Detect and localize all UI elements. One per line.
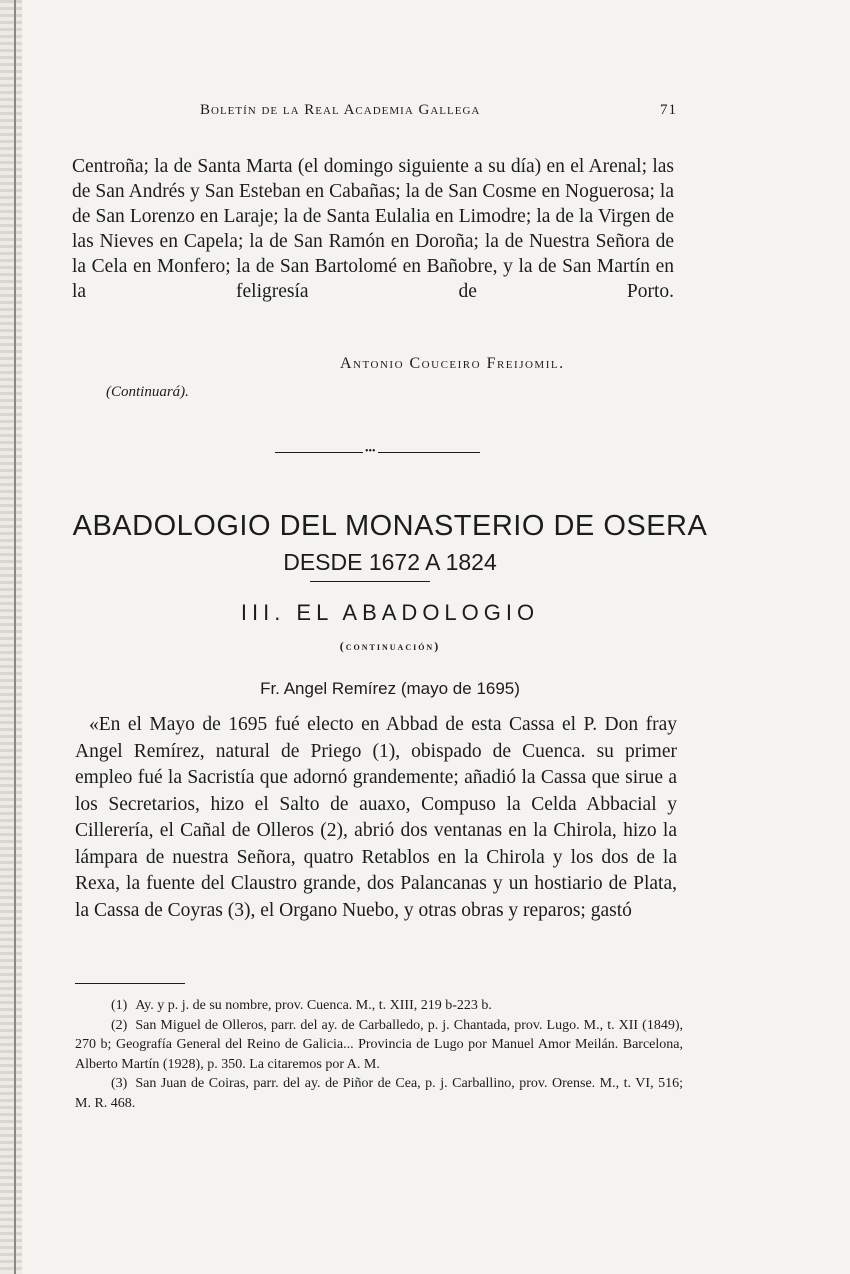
previous-article-paragraph: Centroña; la de Santa Marta (el domingo siguiente a su día) en el Arenal; las de San Andrés y San Esteban en Cabañas; la de San Cosme en Noguerosa; la de San Lorenzo en Laraje; la de Santa Eulalia en Limodre; la de la Virgen de las Nieves en Capela; la de San Ramón en Doroña; la de Nuestra Señora de la Cela en Monfero; la de San Bartolomé en Bañobre, y la de San Martín en la feligresía de Porto.	[72, 156, 674, 302]
abbot-heading: Fr. Angel Remírez (mayo de 1695)	[260, 679, 520, 698]
continued-note: (Continuará).	[106, 384, 189, 400]
footnote-rule	[75, 983, 185, 984]
footnote-mark: (1)	[111, 998, 128, 1013]
footnote-text: San Juan de Coiras, parr. del ay. de Piñor de Cea, p. j. Carballino, prov. Orense. M., t. VI, 516; M. R. 468.	[75, 1076, 683, 1111]
footnote	[75, 1016, 683, 1075]
author-signature: Antonio Couceiro Freijomil.	[340, 355, 565, 372]
article-subtitle: DESDE 1672 A 1824	[283, 549, 497, 575]
continuation-label: (continuación)	[339, 639, 441, 653]
page-binding-edge	[0, 0, 22, 1274]
page-number: 71	[660, 102, 677, 118]
article-body-text: «En el Mayo de 1695 fué electo en Abbad de esta Cassa el P. Don fray Angel Remírez, natural de Priego (1), obispado de Cuenca. su primer empleo fué la Sacristía que adornó grandemente; añadió la Cassa que sirue a los Secretarios, hizo el Salto de auaxo, Compuso la Celda Abbacial y Cillerería, el Cañal de Olleros (2), abrió dos ventanas en la Chirola, hizo la lámpara de nuestra Señora, quatro Retablos en la Chirola y los dos de la Rexa, la fuente del Claustro grande, dos Palancanas y un hostiario de Plata, la Cassa de Coyras (3), el Organo Nuebo, y otras obras y reparos; gastó	[75, 714, 677, 921]
footnote	[75, 1074, 683, 1113]
title-rule	[310, 581, 430, 582]
footnotes	[75, 996, 683, 1113]
footnote-mark: (2)	[111, 1017, 128, 1033]
footnote	[75, 996, 683, 1016]
footnote-text: Ay. y p. j. de su nombre, prov. Cuenca. M., t. XIII, 219 b-223 b.	[135, 998, 492, 1013]
separator-ornament: •••	[365, 446, 376, 457]
article-title: ABADOLOGIO DEL MONASTERIO DE OSERA	[72, 510, 708, 542]
section-heading: III. EL ABADOLOGIO	[240, 600, 540, 625]
article-body	[75, 712, 677, 924]
footnote-text: San Miguel de Olleros, parr. del ay. de Carballedo, p. j. Chantada, prov. Lugo. M., t. XII (1849), 270 b; Geografía General del Reino de Galicia... Provincia de Lugo por Manuel Amor Meilán. Barcelona, Alberto Martín (1928), p. 350. La citaremos por A. M.	[75, 1017, 683, 1072]
section-separator	[275, 446, 480, 457]
running-title: Boletín de la Real Academia Gallega	[200, 102, 481, 118]
footnote-mark: (3)	[111, 1076, 128, 1091]
